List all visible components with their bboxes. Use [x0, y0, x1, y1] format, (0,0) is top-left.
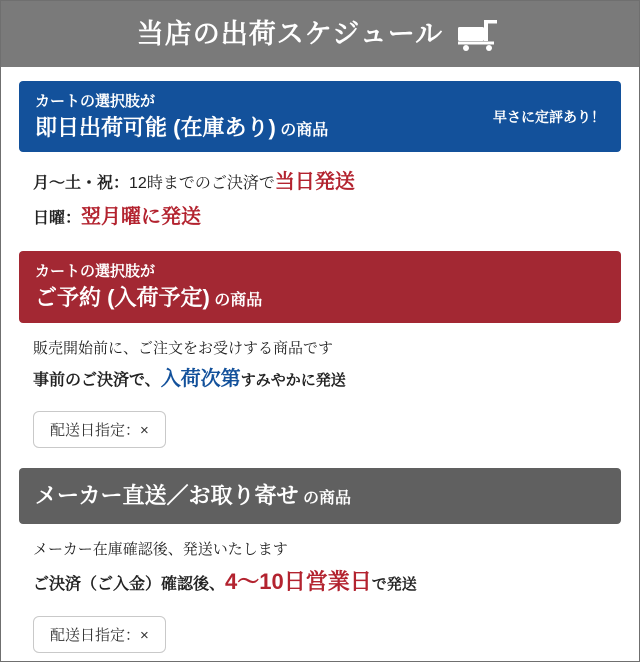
schedule-line — [33, 563, 607, 602]
line-emphasis-suffix: すみやかに発送 — [240, 372, 346, 390]
schedule-line — [33, 200, 607, 235]
line-label: 日曜： — [33, 210, 82, 228]
banner-note: 早さに定評あり！ — [493, 108, 605, 125]
banner-subtitle: カートの選択肢が — [35, 93, 156, 110]
page-header — [1, 1, 639, 67]
section-banner-in-stock — [19, 81, 621, 152]
line-emphasis-suffix: で発送 — [371, 576, 417, 594]
banner-title-main: 即日出荷可能 (在庫あり) — [35, 114, 276, 140]
banner-subtitle: カートの選択肢が — [35, 263, 156, 281]
line-text: メーカー在庫確認後、発送いたします — [33, 540, 288, 558]
line-text: 販売開始前に、ご注文をお受けする商品です — [33, 339, 334, 357]
schedule-line — [33, 336, 607, 362]
banner-title — [35, 283, 262, 313]
line-emphasis: 入荷次第 — [160, 368, 241, 391]
schedule-line — [33, 165, 607, 200]
banner-title-suffix: の商品 — [298, 490, 352, 508]
delivery-date-badge-reserve: 配送日指定：× — [33, 411, 166, 448]
line-label: 事前のご決済で、 — [33, 372, 161, 390]
line-emphasis: 4〜10日営業日 — [225, 569, 372, 595]
section-lines-in-stock — [19, 152, 621, 243]
banner-text-group — [35, 91, 328, 142]
line-label: ご決済（ご入金）確認後、 — [33, 576, 226, 594]
page-content — [1, 67, 639, 667]
banner-title — [35, 113, 328, 143]
line-emphasis: 当日発送 — [274, 171, 355, 194]
banner-text-group — [35, 261, 262, 312]
schedule-line — [33, 537, 607, 563]
banner-title-suffix: の商品 — [209, 292, 263, 310]
section-banner-maker-direct — [19, 468, 621, 524]
section-banner-reserve — [19, 251, 621, 322]
delivery-date-badge-maker-direct: 配送日指定：× — [33, 616, 166, 653]
schedule-line — [33, 362, 607, 397]
banner-text-group — [35, 481, 351, 511]
section-lines-reserve — [19, 323, 621, 405]
banner-title-main: メーカー直送／お取り寄せ — [35, 483, 299, 509]
banner-title-suffix: の商品 — [275, 121, 329, 139]
banner-title — [35, 481, 351, 511]
line-label: 月〜土・祝： — [33, 175, 130, 193]
section-lines-maker-direct — [19, 524, 621, 610]
cart-icon — [457, 17, 503, 51]
page-title: 当店の出荷スケジュール — [136, 18, 444, 49]
banner-title-main: ご予約 (入荷予定) — [35, 285, 210, 311]
line-text: 12時までのご決済で — [129, 175, 275, 193]
line-emphasis: 翌月曜に発送 — [81, 206, 202, 229]
